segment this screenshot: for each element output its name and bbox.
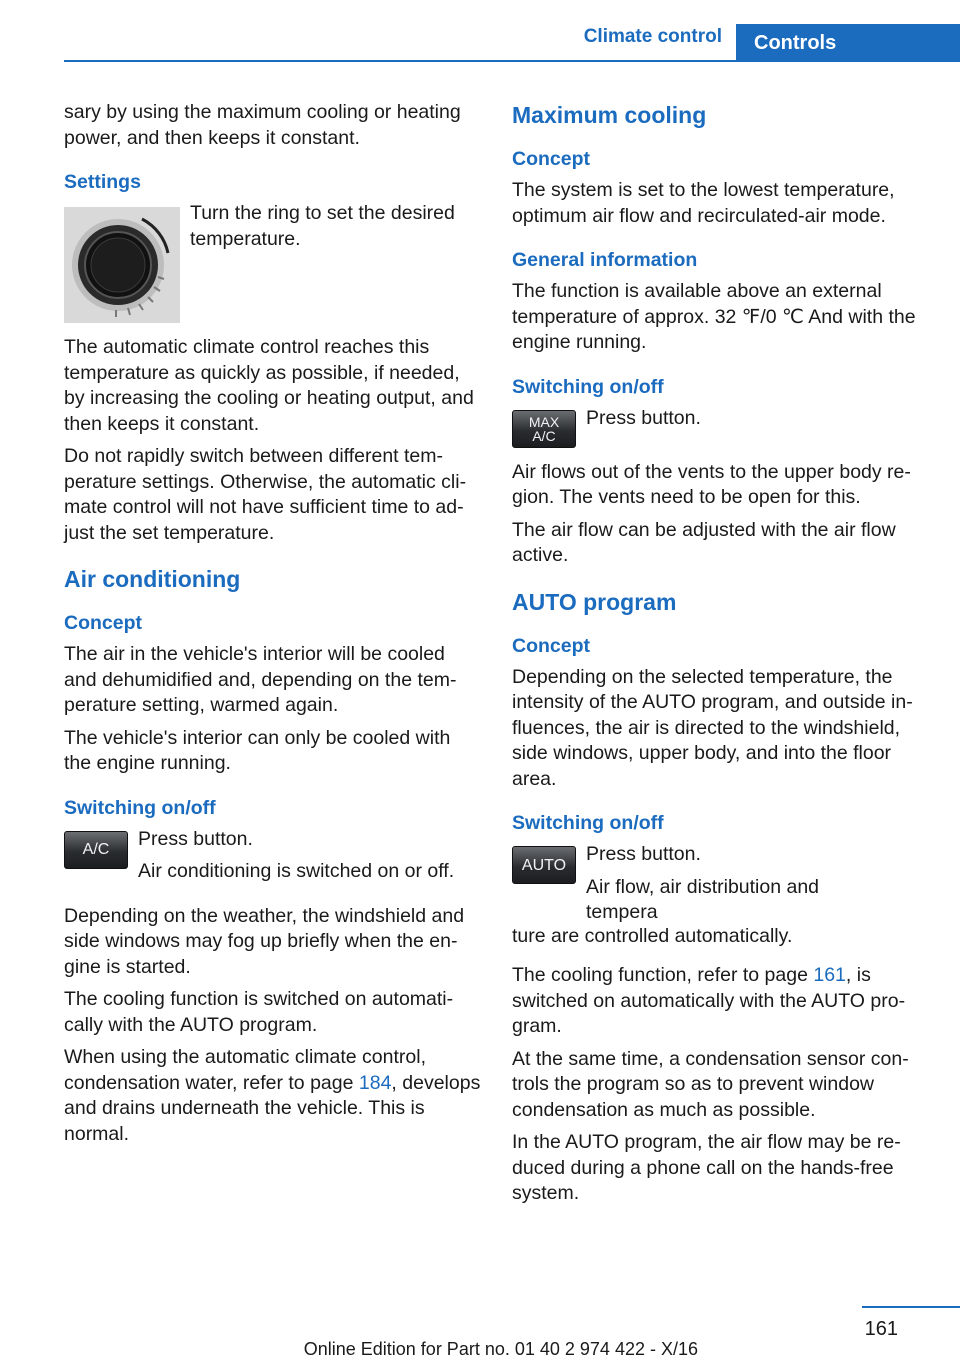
auto-switch-result: Air flow, air distribution and tempera — [586, 875, 820, 923]
auto-button-label: AUTO — [521, 856, 567, 874]
temperature-knob-icon — [64, 207, 180, 323]
auto-program-heading: AUTO program — [512, 588, 677, 615]
section-title: Climate control — [583, 26, 722, 47]
page-184-link[interactable]: 184 — [358, 1071, 392, 1094]
max-button-line-1: MAX — [528, 413, 560, 430]
settings-figure-row — [64, 201, 482, 323]
max-general-heading: General information — [512, 249, 698, 271]
ac-concept-heading: Concept — [64, 612, 142, 634]
auto-p1-before: The cooling function, refer to page — [512, 964, 814, 986]
ac-figure-text — [128, 827, 454, 892]
chapter-tab: Controls — [736, 24, 960, 62]
ac-paragraph-3 — [64, 1045, 482, 1147]
ac-switch-result: Air conditioning is switched on or off. — [138, 860, 455, 882]
settings-instruction: Turn the ring to set the desired temperature. — [190, 202, 455, 250]
max-ac-button-icon — [512, 410, 576, 448]
max-concept-heading: Concept — [512, 148, 590, 170]
page-161-link[interactable]: 161 — [813, 964, 846, 986]
auto-press-button: Press button. — [586, 843, 701, 865]
ac-press-button: Press button. — [138, 827, 253, 850]
footer-rule — [862, 1306, 960, 1308]
ac-paragraph-1: Depending on the weather, the windshield and side windows may fog up briefly when the engine is started. — [64, 904, 465, 978]
settings-paragraph-1: The automatic climate control reaches this temperature as quickly as possible, if needed, by increasing the cooling or heating output, and then keeps it constant. — [64, 336, 474, 435]
ac-concept-paragraph-1: The air in the vehicle's interior will be cooled and dehumidified and, depending on the temperature setting, warmed again. — [64, 643, 457, 716]
auto-concept-heading: Concept — [512, 634, 590, 657]
max-concept-paragraph: The system is set to the lowest temperature, optimum air flow and recirculated-air mode. — [512, 179, 895, 227]
page-number: 161 — [864, 1318, 898, 1340]
max-general-paragraph: The function is available above an external temperature of approx. 32 ℉/0 ℃ And with the engine running. — [512, 280, 916, 353]
ac-button-label: A/C — [82, 841, 110, 858]
auto-paragraph-3: In the AUTO program, the air flow may be reduced during a phone call on the hands-free system. — [512, 1131, 901, 1204]
auto-button-icon — [512, 846, 576, 884]
max-button-line-2: A/C — [532, 427, 556, 444]
max-paragraph-2: The air flow can be adjusted with the air flow active. — [512, 518, 896, 566]
auto-paragraph-1 — [512, 963, 930, 1040]
max-switch-heading: Switching on/off — [512, 375, 664, 398]
left-column — [64, 100, 482, 1154]
max-figure-text — [576, 406, 701, 439]
intro-paragraph: sary by using the maximum cooling or heating power, and then keeps it constant. — [64, 101, 461, 149]
ac-p3-after: , develops and drains underneath the vehicle. This is normal. — [64, 1071, 481, 1145]
header-rule — [64, 60, 960, 62]
page-header — [0, 0, 960, 62]
edition-note: Online Edition for Part no. 01 40 2 974 422 - X/16 — [303, 1339, 698, 1359]
max-paragraph-1: Air flows out of the vents to the upper body region. The vents need to be open for this. — [512, 460, 911, 508]
ac-switch-heading: Switching on/off — [64, 796, 216, 819]
air-conditioning-heading: Air conditioning — [64, 566, 241, 592]
ac-button-icon — [64, 831, 128, 869]
auto-concept-paragraph: Depending on the selected temperature, the intensity of the AUTO program, and outside influences, the air is directed to the windshield, side windows, upper body, and into the floor area. — [512, 665, 913, 790]
auto-figure-row — [512, 842, 930, 926]
auto-figure-text — [576, 842, 896, 926]
auto-switch-continuation: ture are controlled automatically. — [512, 924, 793, 947]
settings-paragraph-2: Do not rapidly switch between different temperature settings. Otherwise, the automatic climate control will not have sufficient time to adjust the set temperature. — [64, 445, 467, 544]
ac-concept-paragraph-2: The vehicle's interior can only be cooled with the engine running. — [64, 726, 451, 774]
auto-paragraph-2: At the same time, a condensation sensor controls the program so as to prevent window condensation as much as possible. — [512, 1047, 909, 1121]
auto-switch-heading: Switching on/off — [512, 812, 664, 834]
max-press-button: Press button. — [586, 406, 701, 429]
ac-p3-before: When using the automatic climate control, condensation water, refer to page — [64, 1046, 427, 1094]
auto-p1-after: , is switched on automatically with the AUTO program. — [512, 964, 906, 1037]
settings-figure-text — [180, 201, 482, 259]
ac-figure-row — [64, 827, 482, 892]
max-figure-row — [512, 406, 930, 448]
maximum-cooling-heading: Maximum cooling — [512, 102, 707, 128]
ac-paragraph-2: The cooling function is switched on automatically with the AUTO program. — [64, 988, 454, 1036]
right-column — [512, 100, 930, 1214]
settings-heading: Settings — [64, 171, 141, 193]
